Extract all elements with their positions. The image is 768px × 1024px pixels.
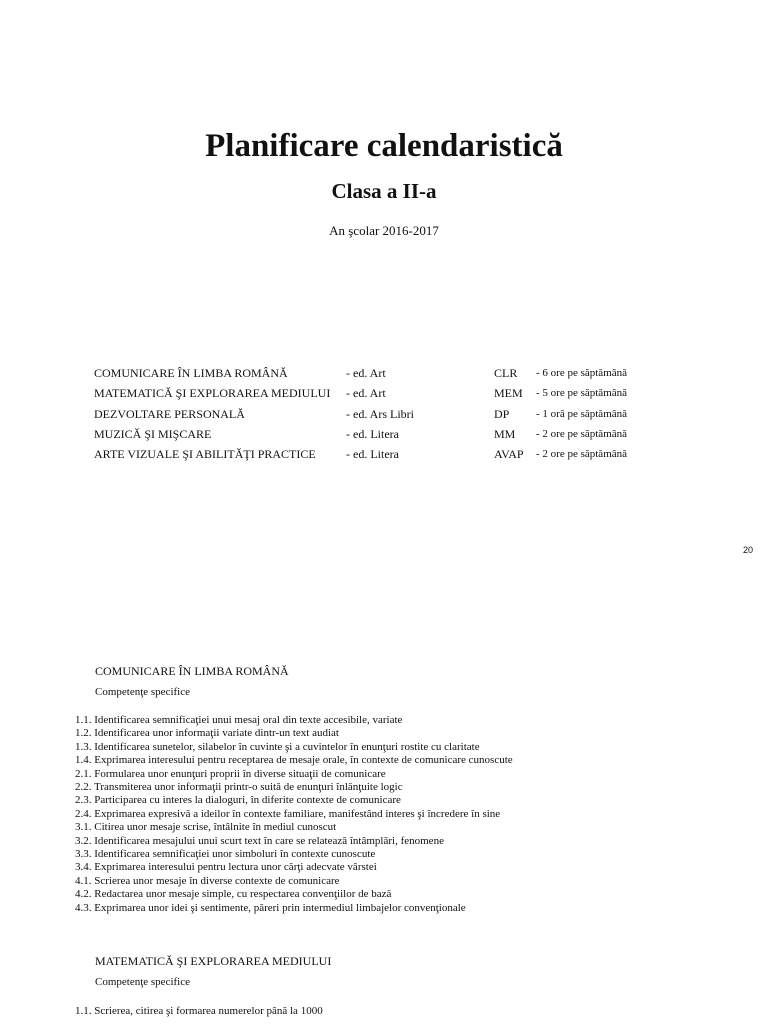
subject-edition: - ed. Litera	[346, 426, 399, 441]
list-item: 2.4. Exprimarea expresivă a ideilor în contexte familiare, manifestând interes şi încredere în sine	[75, 807, 501, 820]
subject-edition: - ed. Art	[346, 386, 386, 401]
subject-hours: - 5 ore pe săptămână	[536, 387, 628, 400]
subject-abbr: MM	[494, 426, 516, 441]
subject-row	[0, 364, 768, 384]
subject-hours: - 2 ore pe săptămână	[536, 427, 628, 440]
list-item: 2.2. Transmiterea unor informaţii printr-o suită de enunţuri înlănţuite logic	[75, 781, 403, 794]
subject-name: DEZVOLTARE PERSONALĂ	[94, 406, 245, 421]
section-subheading-mem: Competenţe specifice	[95, 976, 190, 988]
class-subtitle: Clasa a II-a	[331, 179, 437, 203]
subject-abbr: DP	[494, 406, 510, 421]
list-item: 1.2. Identificarea unor informaţii variate dintr-un text audiat	[75, 727, 339, 740]
subject-hours: - 1 oră pe săptămână	[536, 407, 628, 420]
subject-name: COMUNICARE ÎN LIMBA ROMÂNĂ	[94, 366, 288, 380]
subject-hours: - 2 ore pe săptămână	[536, 448, 628, 461]
section-heading-mem: MATEMATICĂ ŞI EXPLORAREA MEDIULUI	[95, 954, 332, 968]
list-item: 4.2. Redactarea unor mesaje simple, cu respectarea convenţiilor de bază	[75, 888, 392, 901]
subject-row	[0, 384, 768, 404]
subject-abbr: CLR	[494, 366, 518, 380]
list-item: 4.3. Exprimarea unor idei şi sentimente, păreri prin intermediul limbajelor convenţionale	[75, 901, 466, 914]
subject-name: ARTE VIZUALE ŞI ABILITĂŢI PRACTICE	[94, 447, 316, 462]
list-item: 3.2. Identificarea mesajului unui scurt text în care se relatează întâmplări, fenomene	[75, 834, 444, 847]
subject-row	[0, 445, 768, 465]
competences-list-clr	[75, 714, 513, 915]
subjects-table	[0, 364, 768, 465]
subject-edition: - ed. Ars Libri	[346, 406, 414, 421]
list-item: 3.1. Citirea unor mesaje scrise, întâlnite în mediul cunoscut	[75, 821, 337, 834]
subject-edition: - ed. Art	[346, 366, 386, 380]
subject-row	[0, 405, 768, 425]
list-item: 1.3. Identificarea sunetelor, silabelor în cuvinte şi a cuvintelor în enunţuri rostite cu claritate	[75, 740, 480, 753]
subject-abbr: AVAP	[494, 447, 524, 462]
subject-name: MUZICĂ ŞI MIŞCARE	[94, 426, 212, 441]
list-item: 1.1. Identificarea semnificaţiei unui mesaj oral din texte accesibile, variate	[75, 714, 403, 726]
subject-edition: - ed. Litera	[346, 447, 399, 462]
section-heading-clr: COMUNICARE ÎN LIMBA ROMÂNĂ	[95, 664, 289, 678]
subject-abbr: MEM	[494, 386, 523, 401]
school-year: An şcolar 2016-2017	[329, 223, 439, 238]
list-item: 2.1. Formularea unor enunţuri proprii în diverse situaţii de comunicare	[75, 767, 386, 780]
list-item: 3.3. Identificarea semnificaţiei unor simboluri în contexte cunoscute	[75, 848, 376, 861]
list-item: 4.1. Scrierea unor mesaje în diverse contexte de comunicare	[75, 874, 340, 887]
subject-row	[0, 425, 768, 445]
list-item: 1.4. Exprimarea interesului pentru receptarea de mesaje orale, în contexte de comunicare cunoscute	[75, 754, 513, 767]
page-number: 20	[742, 545, 753, 555]
list-item: 2.3. Participarea cu interes la dialoguri, în diferite contexte de comunicare	[75, 794, 401, 807]
list-item: 3.4. Exprimarea interesului pentru lectura unor cărţi adecvate vârstei	[75, 861, 377, 874]
page-title: Planificare calendaristică	[205, 128, 563, 164]
section-subheading-clr: Competenţe specifice	[95, 686, 190, 698]
subject-hours: - 6 ore pe săptămână	[536, 367, 628, 379]
subject-name: MATEMATICĂ ŞI EXPLORAREA MEDIULUI	[94, 386, 331, 401]
list-item: 1.1. Scrierea, citirea şi formarea numerelor până la 1000	[75, 1005, 323, 1017]
competences-list-mem	[75, 1005, 323, 1018]
